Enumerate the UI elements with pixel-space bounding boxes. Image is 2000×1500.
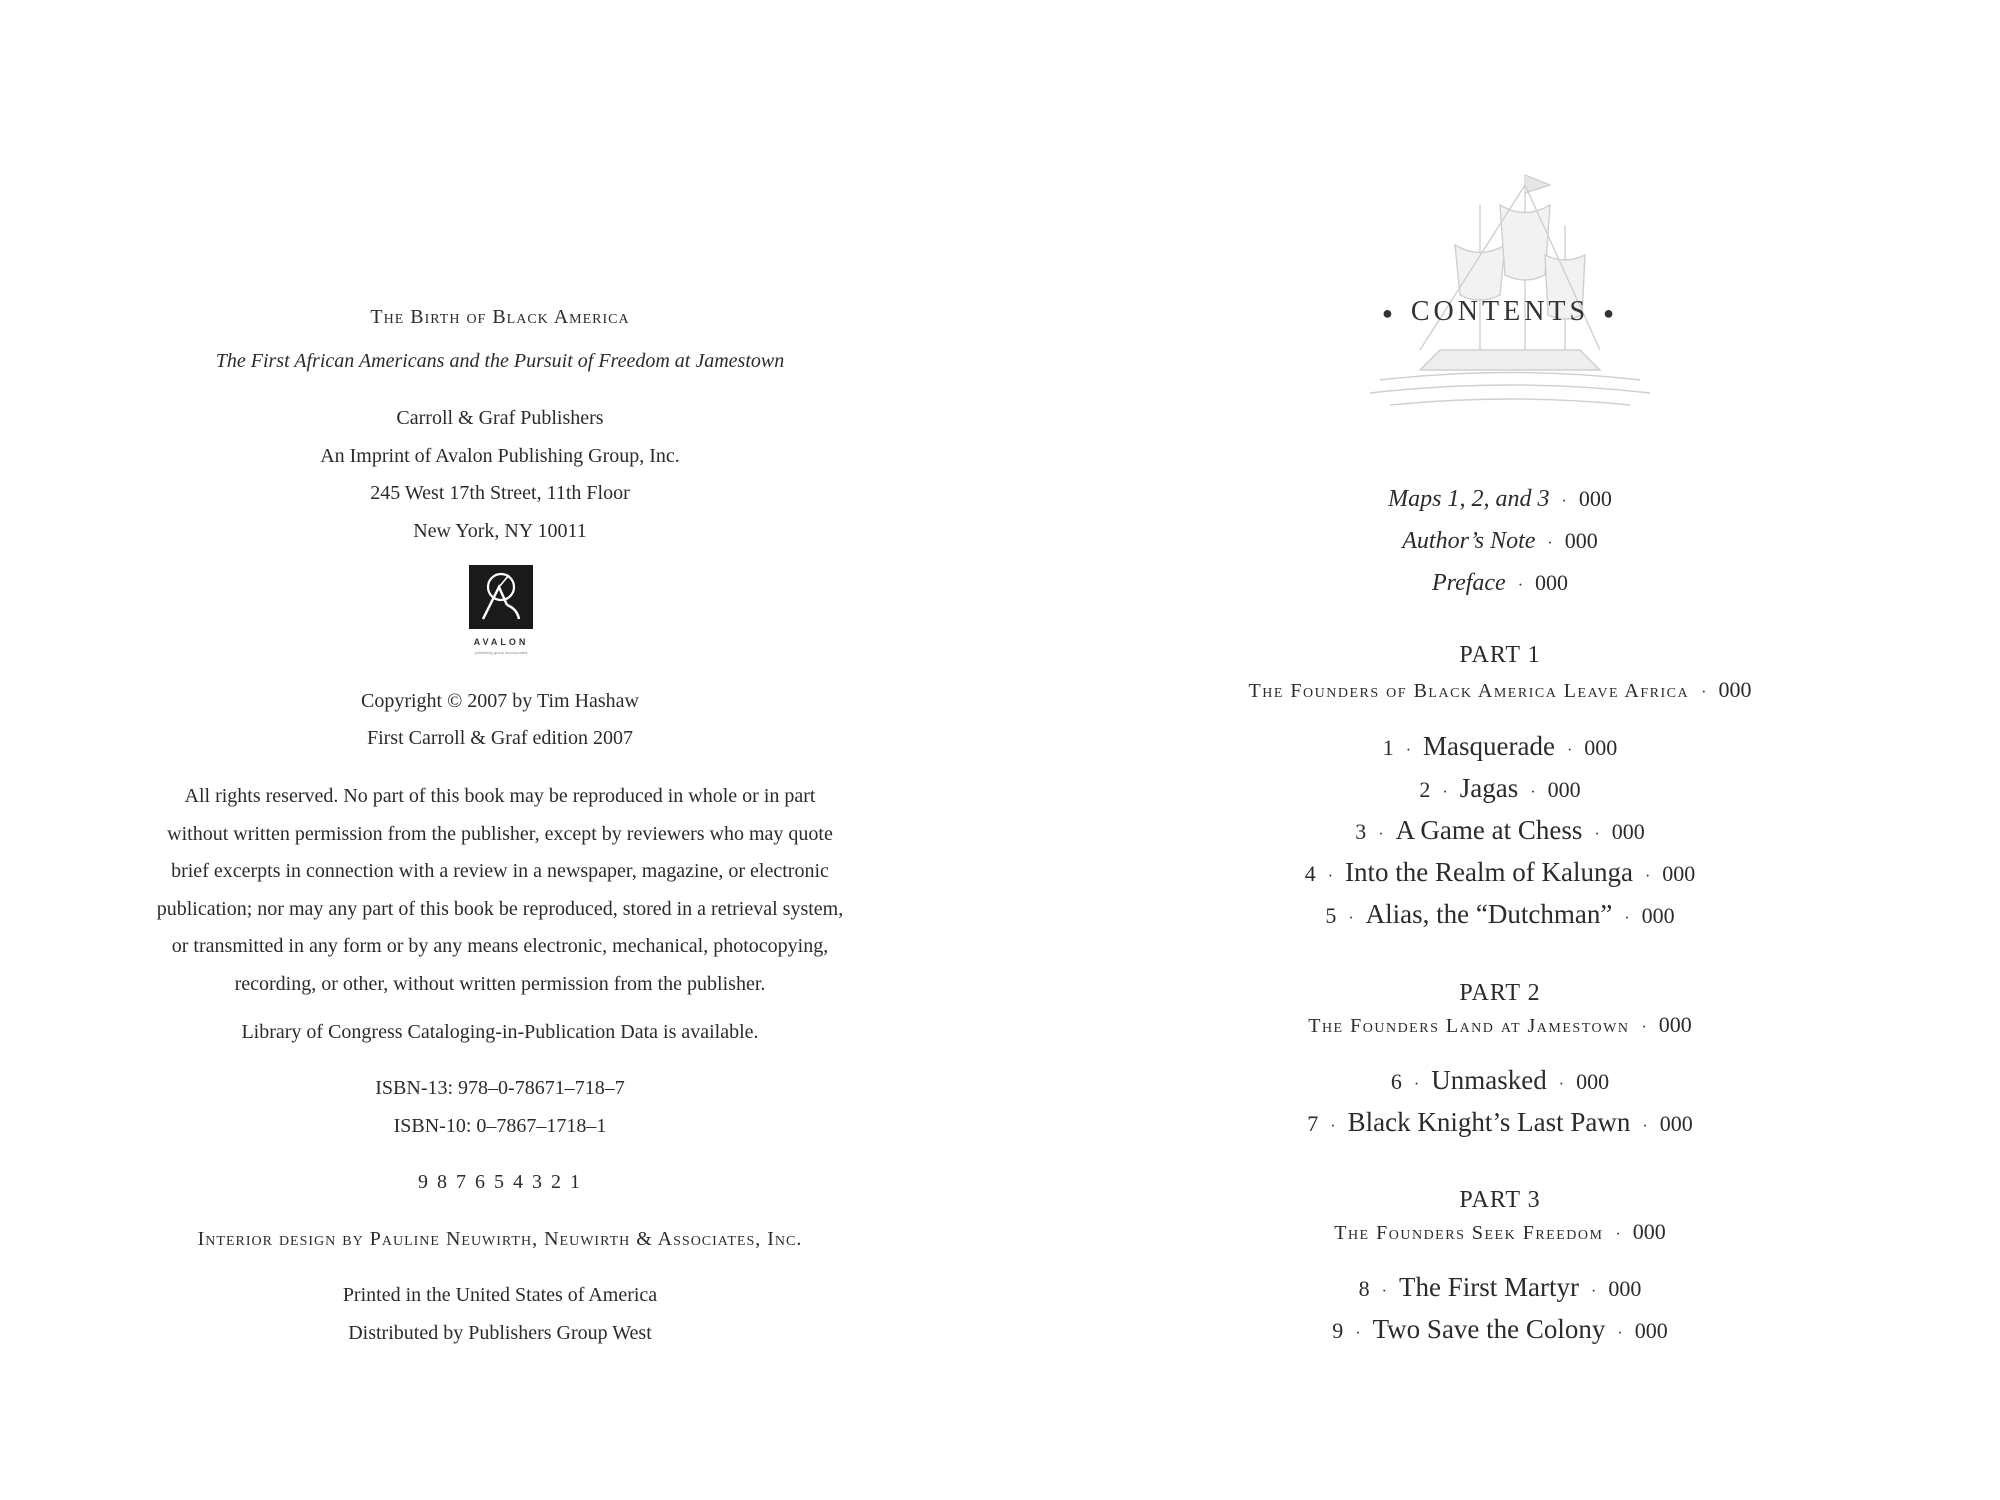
rights-line: All rights reserved. No part of this book may be reproduced in whole or in part <box>184 785 816 807</box>
toc-page-number: 000 <box>1608 1276 1642 1301</box>
logo-tagline: publishing group incorporated <box>474 650 528 655</box>
toc-separator: · <box>1594 826 1600 844</box>
toc-separator: · <box>1590 1283 1597 1301</box>
book-title: The Birth of Black America <box>370 306 630 328</box>
toc-separator: · <box>1641 1019 1647 1037</box>
toc-chapter-title: Black Knight’s Last Pawn <box>1347 1107 1631 1137</box>
toc-separator: · <box>1566 742 1573 760</box>
toc-separator: · <box>1530 784 1536 802</box>
toc-page-number: 000 <box>1659 1111 1693 1136</box>
publisher-line: Carroll & Graf Publishers <box>396 407 604 429</box>
toc-page-number: 000 <box>1611 819 1645 844</box>
avalon-logo-mark-icon <box>469 565 533 629</box>
toc-separator: · <box>1558 1076 1565 1094</box>
toc-separator: · <box>1413 1076 1420 1094</box>
toc-page-number: 000 <box>1576 1069 1610 1094</box>
toc-separator: · <box>1378 826 1384 844</box>
toc-separator: · <box>1330 1118 1336 1136</box>
toc-chapter-entry[interactable] <box>1000 1272 2000 1303</box>
toc-chapter-entry[interactable] <box>1000 899 2000 930</box>
toc-page-number: 000 <box>1658 1012 1692 1037</box>
toc-page-number: 000 <box>1718 677 1752 702</box>
isbn13-line: ISBN-13: 978–0-78671–718–7 <box>375 1077 625 1099</box>
toc-chapter-number: 9 <box>1332 1318 1344 1343</box>
toc-separator: · <box>1615 1226 1621 1244</box>
toc-chapter-number: 4 <box>1304 861 1316 886</box>
toc-page-number: 000 <box>1535 570 1569 595</box>
contents-page <box>1000 0 2000 1500</box>
toc-page-number: 000 <box>1564 528 1598 553</box>
toc-chapter-entry[interactable] <box>1000 815 2000 846</box>
toc-chapter-number: 5 <box>1325 903 1337 928</box>
toc-part-entry[interactable] <box>1000 1219 2000 1245</box>
publisher-line: An Imprint of Avalon Publishing Group, Inc. <box>320 445 680 467</box>
toc-separator: · <box>1348 910 1354 928</box>
printed-line: Printed in the United States of America <box>342 1284 658 1306</box>
toc-separator: · <box>1327 868 1334 886</box>
toc-separator: · <box>1442 784 1448 802</box>
toc-front-entry[interactable] <box>1000 486 2000 513</box>
part-label: PART 3 <box>1459 1187 1541 1213</box>
toc-separator: · <box>1644 868 1651 886</box>
avalon-logo <box>466 565 536 655</box>
publisher-line: New York, NY 10011 <box>413 520 587 542</box>
toc-page-number: 000 <box>1641 903 1675 928</box>
toc-separator: · <box>1624 910 1630 928</box>
toc-entry-title: Preface <box>1431 570 1506 596</box>
toc-separator: · <box>1701 684 1707 702</box>
toc-chapter-entry[interactable] <box>1000 857 2000 888</box>
logo-wordmark: AVALON <box>473 637 529 647</box>
toc-chapter-entry[interactable] <box>1000 1107 2000 1138</box>
design-credit: Interior design by Pauline Neuwirth, Neuwirth & Associates, Inc. <box>197 1228 803 1250</box>
toc-chapter-title: Masquerade <box>1423 731 1555 761</box>
toc-chapter-number: 8 <box>1358 1276 1370 1301</box>
bullet-icon: ● <box>1382 303 1397 324</box>
rights-line: publication; nor may any part of this book be reproduced, stored in a retrieval system, <box>156 897 844 920</box>
rights-line: without written permission from the publisher, except by reviewers who may quote <box>167 822 833 845</box>
toc-chapter-number: 1 <box>1382 735 1394 760</box>
toc-chapter-title: Unmasked <box>1431 1065 1547 1095</box>
toc-separator: · <box>1617 1325 1623 1343</box>
toc-separator: · <box>1642 1118 1648 1136</box>
toc-chapter-title: Into the Realm of Kalunga <box>1345 857 1633 887</box>
toc-chapter-number: 3 <box>1355 819 1367 844</box>
toc-page-number: 000 <box>1584 735 1618 760</box>
rights-line: or transmitted in any form or by any means electronic, mechanical, photocopying, <box>171 935 829 957</box>
toc-chapter-title: The First Martyr <box>1399 1272 1579 1302</box>
toc-separator: · <box>1381 1283 1387 1301</box>
toc-separator: · <box>1517 577 1524 595</box>
toc-chapter-number: 2 <box>1419 777 1431 802</box>
rights-paragraph <box>100 778 900 1003</box>
copyright-line: Copyright © 2007 by Tim Hashaw <box>361 690 639 712</box>
cip-line: Library of Congress Cataloging-in-Publication Data is available. <box>241 1021 759 1043</box>
toc-page-number: 000 <box>1547 777 1581 802</box>
toc-part-title: The Founders of Black America Leave Africa <box>1248 680 1690 702</box>
sailing-ship-icon <box>1360 165 1660 415</box>
toc-separator: · <box>1405 742 1412 760</box>
toc-separator: · <box>1355 1325 1361 1343</box>
toc-chapter-number: 6 <box>1390 1069 1402 1094</box>
toc-entry-title: Author’s Note <box>1402 528 1536 554</box>
toc-page-number: 000 <box>1662 861 1696 886</box>
toc-part-entry[interactable] <box>1000 677 2000 703</box>
toc-chapter-title: Jagas <box>1459 773 1519 803</box>
toc-chapter-title: Two Save the Colony <box>1372 1314 1606 1344</box>
contents-title <box>1000 296 2000 328</box>
toc-chapter-entry[interactable] <box>1000 773 2000 804</box>
bullet-icon: ● <box>1603 303 1618 324</box>
toc-separator: · <box>1561 493 1567 511</box>
distributed-line: Distributed by Publishers Group West <box>348 1322 652 1344</box>
edition-line: First Carroll & Graf edition 2007 <box>366 727 634 749</box>
toc-part-entry[interactable] <box>1000 1012 2000 1038</box>
toc-front-entry[interactable] <box>1000 570 2000 597</box>
toc-chapter-number: 7 <box>1307 1111 1319 1136</box>
part-label: PART 2 <box>1459 980 1541 1006</box>
toc-chapter-entry[interactable] <box>1000 1065 2000 1096</box>
toc-part-title: The Founders Land at Jamestown <box>1308 1015 1630 1037</box>
toc-chapter-entry[interactable] <box>1000 1314 2000 1345</box>
toc-part-title: The Founders Seek Freedom <box>1334 1222 1604 1244</box>
printing-line: 9 8 7 6 5 4 3 2 1 <box>418 1171 582 1193</box>
rights-line: brief excerpts in connection with a review in a newspaper, magazine, or electronic <box>171 860 829 882</box>
toc-chapter-title: A Game at Chess <box>1395 815 1583 845</box>
toc-page-number: 000 <box>1634 1318 1668 1343</box>
part-label: PART 1 <box>1459 642 1541 668</box>
isbn10-line: ISBN-10: 0–7867–1718–1 <box>393 1115 607 1137</box>
toc-entry-title: Maps 1, 2, and 3 <box>1388 486 1550 512</box>
toc-chapter-entry[interactable] <box>1000 731 2000 762</box>
publisher-line: 245 West 17th Street, 11th Floor <box>370 482 630 504</box>
toc-front-entry[interactable] <box>1000 528 2000 555</box>
rights-line: recording, or other, without written permission from the publisher. <box>234 972 766 995</box>
toc-page-number: 000 <box>1632 1219 1666 1244</box>
toc-page-number: 000 <box>1578 486 1612 511</box>
contents-heading: CONTENTS <box>1410 296 1590 327</box>
toc-chapter-title: Alias, the “Dutchman” <box>1365 899 1613 929</box>
book-subtitle: The First African Americans and the Pursuit of Freedom at Jamestown <box>215 350 785 372</box>
toc-separator: · <box>1547 535 1553 553</box>
